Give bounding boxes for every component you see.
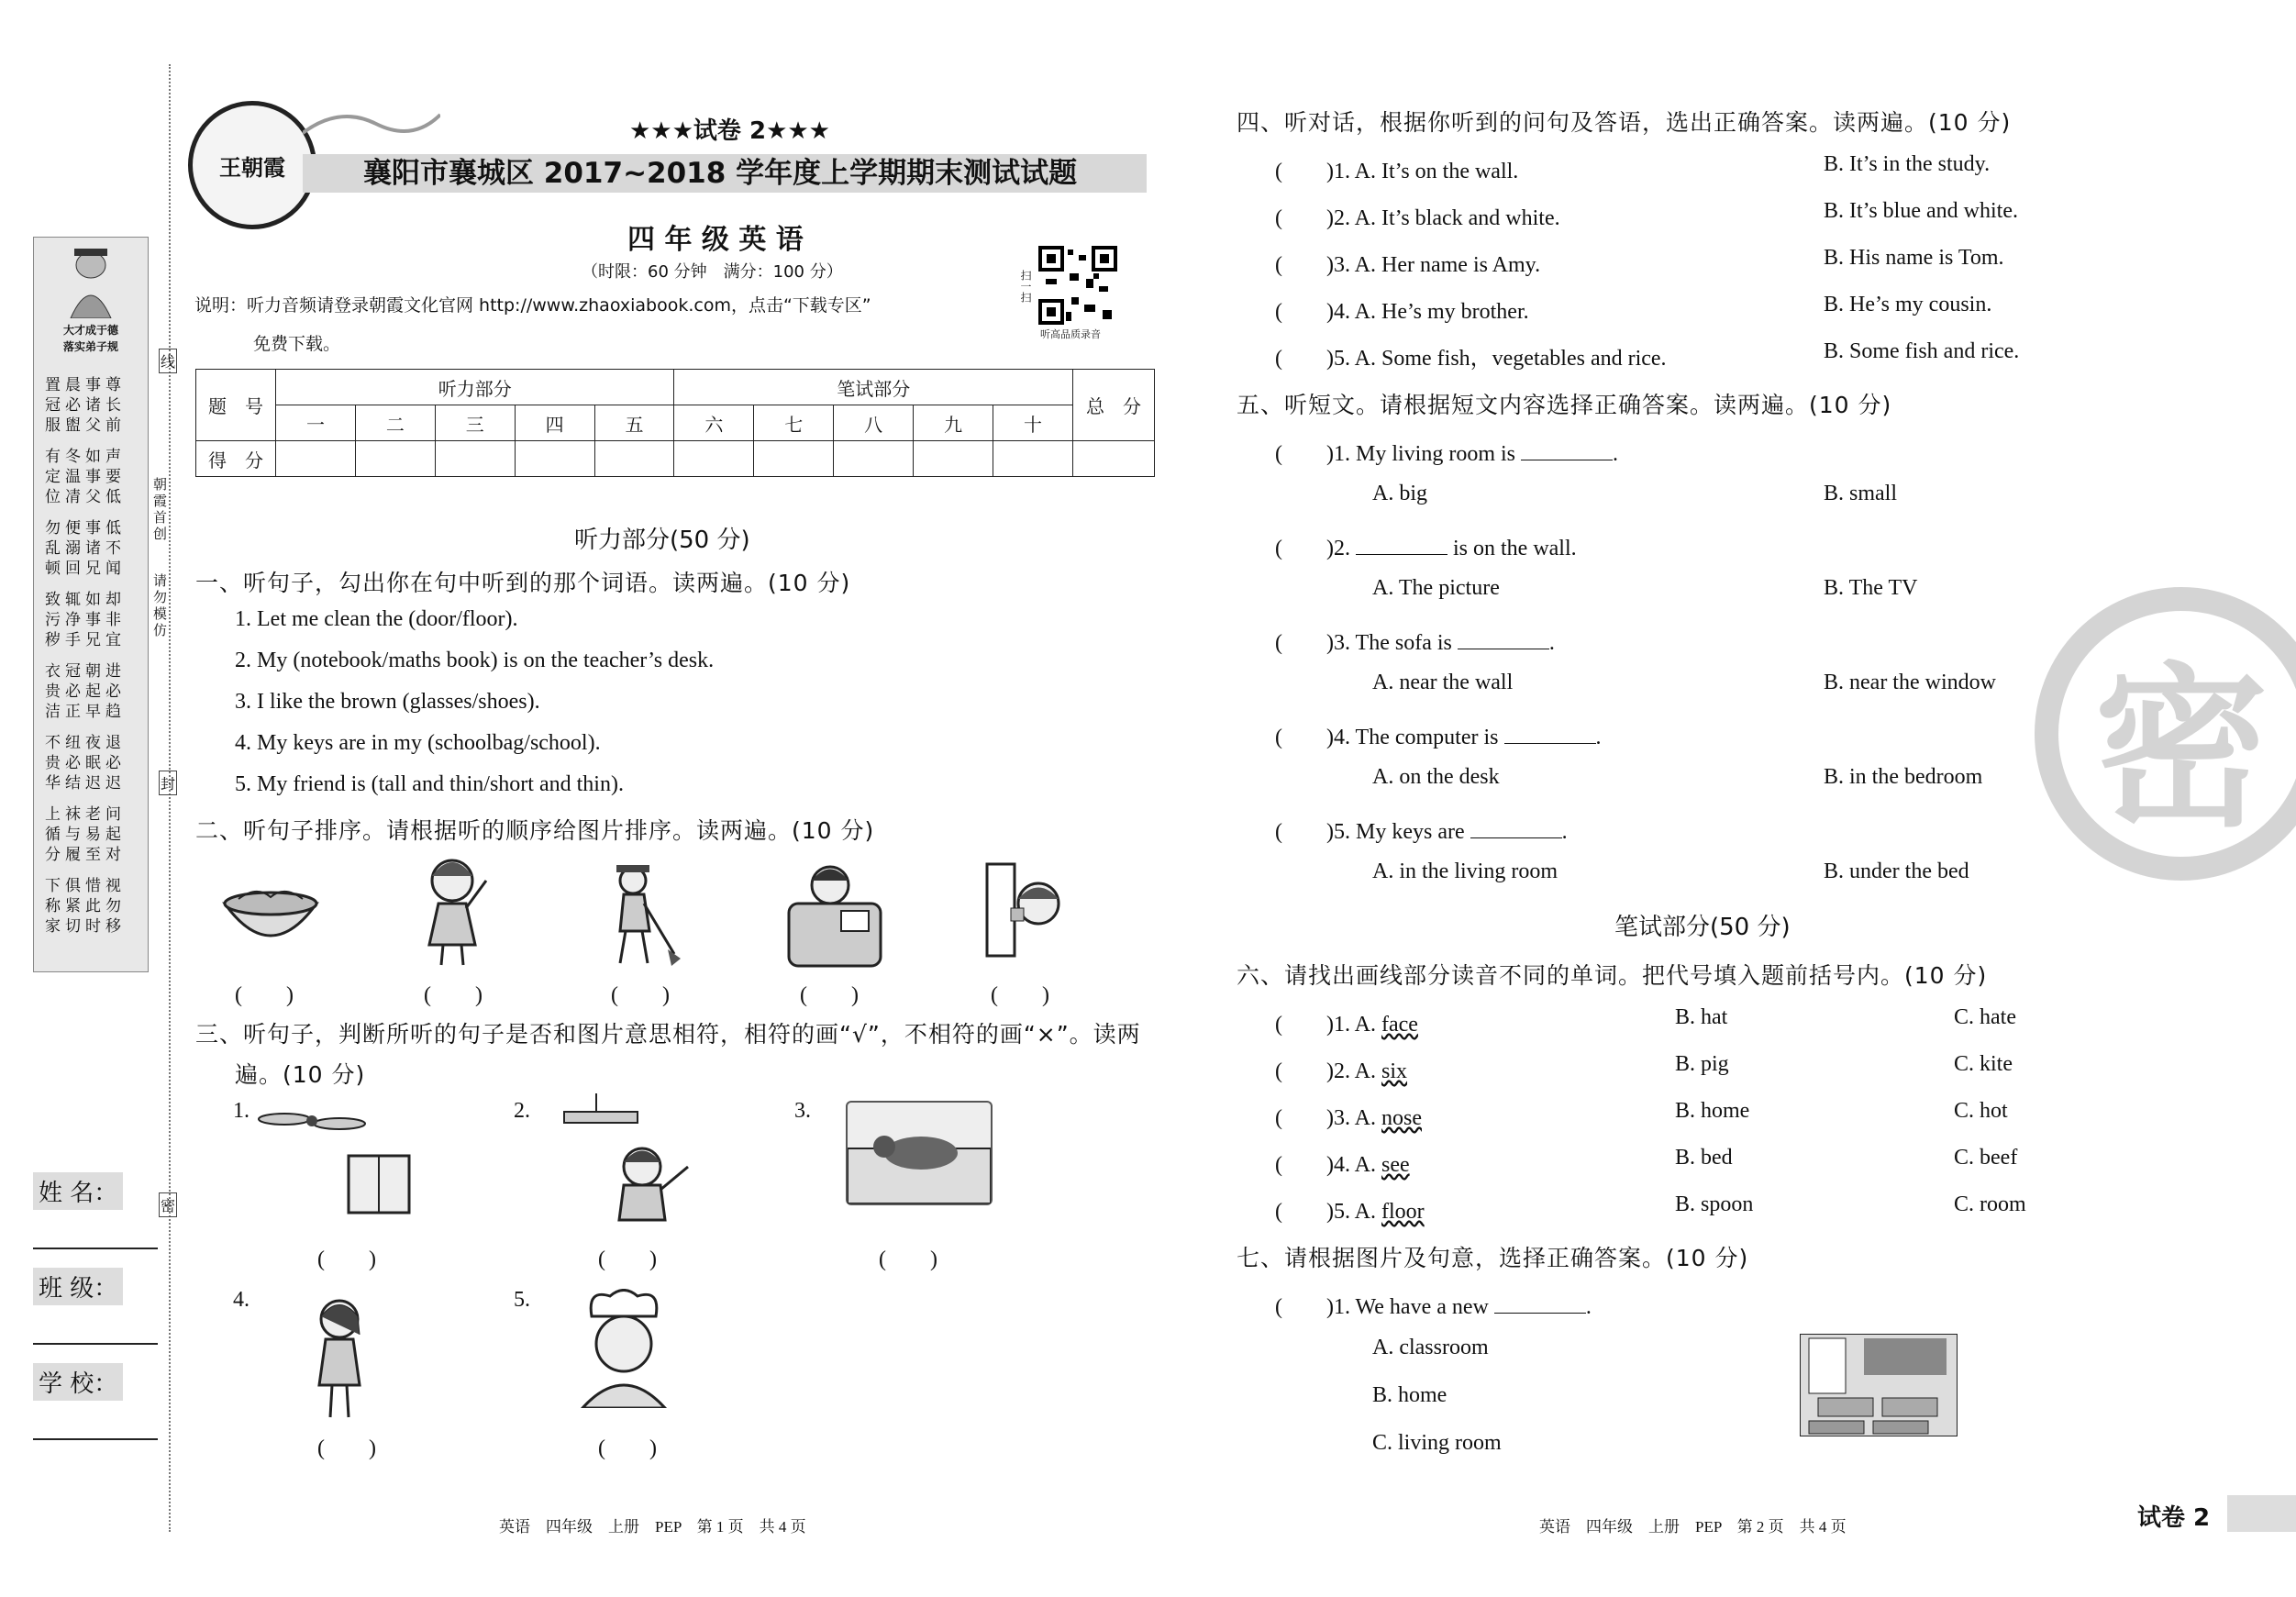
s4-option-b-1: B. It’s in the study. bbox=[1824, 152, 1991, 176]
s3-num-4: 4. bbox=[233, 1288, 250, 1312]
footer-right: 英语 四年级 上册 PEP 第 2 页 共 4 页 bbox=[1539, 1518, 1847, 1536]
s6-word-a: face bbox=[1381, 1013, 1418, 1037]
boy-digging-picture bbox=[587, 858, 688, 968]
num-cell: 五 bbox=[594, 405, 674, 441]
s7-option-a: A. classroom bbox=[1372, 1336, 1489, 1359]
s4-item-2: ( )2. A. It’s black and white. bbox=[1275, 206, 1560, 230]
s7-option-c: C. living room bbox=[1372, 1431, 1502, 1455]
s5-option-a-4: A. on the desk bbox=[1372, 765, 1500, 789]
s5-option-b-5: B. under the bed bbox=[1824, 859, 1969, 883]
audio-note-2: 免费下载。 bbox=[253, 334, 341, 354]
motto-1: 大才成于德 bbox=[62, 324, 118, 337]
s2-paren-1[interactable]: ( ) bbox=[235, 983, 294, 1007]
s6-option-b-3: B. home bbox=[1675, 1099, 1750, 1123]
verse-line: 华结迟迟 bbox=[45, 774, 126, 793]
s4-option-b-3: B. His name is Tom. bbox=[1824, 246, 2004, 270]
score-cell[interactable] bbox=[914, 441, 993, 477]
section-3-heading: 三、听句子，判断所听的句子是否和图片意思相符，相符的画“√”，不相符的画“×”。读两 bbox=[195, 1021, 1141, 1048]
brand-logo bbox=[188, 101, 316, 229]
s6-option-b-4: B. bed bbox=[1675, 1146, 1733, 1170]
verse-line: 分履至对 bbox=[45, 846, 126, 864]
name-field[interactable] bbox=[33, 1248, 158, 1249]
volume-label: ★★★试卷 2★★★ bbox=[629, 117, 830, 145]
school-label: 学 校： bbox=[33, 1363, 123, 1401]
s2-paren-5[interactable]: ( ) bbox=[991, 983, 1049, 1007]
s5-question-text: ( )3. The sofa is bbox=[1275, 631, 1458, 655]
verse-line: 不纽夜退 bbox=[45, 734, 126, 752]
s5-question-1 bbox=[1275, 435, 1618, 467]
section-3-heading-cont: 遍。(10 分) bbox=[235, 1061, 366, 1088]
s6-option-c-3: C. hot bbox=[1954, 1099, 2008, 1123]
verse-line: 乱溺诸不 bbox=[45, 539, 126, 558]
score-cell[interactable] bbox=[515, 441, 594, 477]
s4-item-3: ( )3. A. Her name is Amy. bbox=[1275, 253, 1541, 277]
logo-text: 王朝霞 bbox=[219, 154, 285, 181]
writing-title: 笔试部分(50 分) bbox=[1614, 914, 1791, 941]
s6-prefix: ( )4. A. bbox=[1275, 1153, 1381, 1177]
s5-question-end: . bbox=[1561, 820, 1568, 844]
listening-title: 听力部分(50 分) bbox=[574, 527, 750, 554]
answer-blank[interactable] bbox=[1521, 443, 1613, 460]
verse-line: 称紧此勿 bbox=[45, 897, 126, 915]
score-cell[interactable] bbox=[834, 441, 914, 477]
s6-word-a: nose bbox=[1381, 1106, 1422, 1130]
s5-option-b-1: B. small bbox=[1824, 482, 1898, 505]
s5-option-a-1: A. big bbox=[1372, 482, 1427, 505]
s7-question-end: . bbox=[1585, 1295, 1592, 1319]
verse-grid bbox=[45, 375, 140, 948]
s4-item-4: ( )4. A. He’s my brother. bbox=[1275, 300, 1529, 324]
score-cell[interactable] bbox=[594, 441, 674, 477]
verse-line: 冠必诸长 bbox=[45, 396, 126, 415]
verse-line: 致辄如却 bbox=[45, 591, 126, 609]
classroom-picture bbox=[1800, 1334, 1958, 1436]
answer-blank[interactable] bbox=[1458, 632, 1549, 649]
s7-option-b: B. home bbox=[1372, 1383, 1447, 1407]
motto-2: 落实弟子规 bbox=[62, 340, 118, 353]
girl-standing-picture bbox=[303, 1293, 376, 1422]
s7-question bbox=[1275, 1288, 1592, 1320]
verse-line: 家切时移 bbox=[45, 917, 126, 936]
s7-question-text: ( )1. We have a new bbox=[1275, 1295, 1494, 1319]
score-row-label: 得 分 bbox=[196, 441, 276, 477]
girl-waving-picture bbox=[411, 853, 494, 968]
exam-title: 襄阳市襄城区 2017~2018 学年度上学期期末测试试题 bbox=[363, 157, 1078, 190]
audio-note: 说明：听力音频请登录朝霞文化官网 http://www.zhaoxiabook.com，点击“下载专区” bbox=[194, 295, 871, 316]
score-cell[interactable] bbox=[355, 441, 435, 477]
s1-item-4: 4. My keys are in my (schoolbag/school). bbox=[235, 731, 601, 755]
s1-item-2: 2. My (notebook/maths book) is on the teacher’s desk. bbox=[235, 649, 715, 672]
s6-item-5 bbox=[1275, 1192, 1425, 1225]
num-cell: 三 bbox=[435, 405, 515, 441]
answer-blank[interactable] bbox=[1356, 538, 1447, 555]
qr-code[interactable] bbox=[1038, 246, 1117, 325]
s5-option-b-3: B. near the window bbox=[1824, 671, 1996, 694]
num-cell: 二 bbox=[355, 405, 435, 441]
score-table-header: 题 号 bbox=[196, 370, 276, 441]
class-field[interactable] bbox=[33, 1343, 158, 1345]
school-field[interactable] bbox=[33, 1438, 158, 1440]
num-cell: 六 bbox=[674, 405, 754, 441]
s5-option-a-3: A. near the wall bbox=[1372, 671, 1514, 694]
verse-line: 下俱惜视 bbox=[45, 877, 126, 895]
time-info: （时限：60 分钟 满分：100 分） bbox=[582, 262, 843, 282]
s6-item-1 bbox=[1275, 1005, 1418, 1037]
num-cell: 八 bbox=[834, 405, 914, 441]
s3-num-1: 1. bbox=[233, 1099, 250, 1123]
footer-badge-bar bbox=[2227, 1495, 2296, 1532]
s2-paren-2[interactable]: ( ) bbox=[424, 983, 482, 1007]
s6-prefix: ( )5. A. bbox=[1275, 1200, 1381, 1224]
s5-question-end: . bbox=[1595, 726, 1602, 749]
s3-paren-2[interactable]: ( ) bbox=[598, 1248, 657, 1271]
section-4-heading: 四、听对话，根据你听到的问句及答语，选出正确答案。读两遍。(10 分) bbox=[1237, 109, 2012, 136]
cut-mark-1: 线 bbox=[159, 349, 177, 373]
fan-window-picture bbox=[257, 1105, 422, 1215]
s3-paren-4[interactable]: ( ) bbox=[317, 1436, 376, 1460]
sidebar-verse-panel bbox=[33, 237, 149, 972]
score-cell[interactable] bbox=[435, 441, 515, 477]
section-5-heading: 五、听短文。请根据短文内容选择正确答案。读两遍。(10 分) bbox=[1237, 392, 1892, 418]
verse-line: 置晨事尊 bbox=[45, 376, 126, 394]
s3-paren-5[interactable]: ( ) bbox=[598, 1436, 657, 1460]
s6-item-3 bbox=[1275, 1099, 1422, 1131]
name-label: 姓 名： bbox=[33, 1172, 123, 1210]
s5-question-text: ( )1. My living room is bbox=[1275, 442, 1521, 466]
section-7-heading: 七、请根据图片及句意，选择正确答案。(10 分) bbox=[1237, 1245, 1749, 1271]
dog-on-bed-picture bbox=[846, 1101, 993, 1205]
s5-question-4 bbox=[1275, 718, 1602, 750]
section-6-heading: 六、请找出画线部分读音不同的单词。把代号填入题前括号内。(10 分) bbox=[1237, 962, 1988, 989]
s5-option-b-2: B. The TV bbox=[1824, 576, 1918, 600]
verse-line: 污净事非 bbox=[45, 611, 126, 629]
s6-item-2 bbox=[1275, 1052, 1407, 1084]
s6-option-c-2: C. kite bbox=[1954, 1052, 2013, 1076]
s5-question-2 bbox=[1275, 529, 1577, 561]
s5-question-3 bbox=[1275, 624, 1555, 656]
score-cell[interactable] bbox=[276, 441, 356, 477]
num-cell: 七 bbox=[754, 405, 834, 441]
subject-title: 四 年 级 英 语 bbox=[627, 224, 804, 256]
cut-mark-3: 密 bbox=[159, 1192, 177, 1217]
s6-word-a: six bbox=[1381, 1059, 1408, 1083]
cut-mark-2: 封 bbox=[159, 771, 177, 795]
section-1-heading: 一、听句子，勾出你在句中听到的那个词语。读两遍。(10 分) bbox=[195, 570, 851, 596]
s3-num-2: 2. bbox=[514, 1099, 530, 1123]
s6-word-a: floor bbox=[1381, 1200, 1425, 1224]
verse-line: 顿回兄闻 bbox=[45, 560, 126, 578]
s5-question-text: ( )4. The computer is bbox=[1275, 726, 1504, 749]
s5-question-text: ( )5. My keys are bbox=[1275, 820, 1470, 844]
footer-left: 英语 四年级 上册 PEP 第 1 页 共 4 页 bbox=[499, 1518, 806, 1536]
answer-blank[interactable] bbox=[1494, 1296, 1586, 1314]
man-reading-picture bbox=[784, 858, 885, 968]
scholar-figure bbox=[61, 245, 120, 318]
s1-item-5: 5. My friend is (tall and thin/short and thin). bbox=[235, 772, 624, 796]
s1-item-1: 1. Let me clean the (door/floor). bbox=[235, 607, 518, 631]
s5-question-end: is on the wall. bbox=[1447, 537, 1577, 560]
s4-option-b-5: B. Some fish and rice. bbox=[1824, 339, 2020, 363]
s2-paren-4[interactable]: ( ) bbox=[800, 983, 859, 1007]
s3-num-3: 3. bbox=[794, 1099, 811, 1123]
score-cell[interactable] bbox=[993, 441, 1073, 477]
light-boy-picture bbox=[560, 1093, 706, 1222]
s6-item-4 bbox=[1275, 1146, 1410, 1178]
qr-caption: 听高品质录音 bbox=[1040, 328, 1101, 340]
listening-header: 听力部分 bbox=[276, 370, 674, 405]
chef-picture bbox=[569, 1289, 679, 1408]
answer-blank[interactable] bbox=[1470, 821, 1562, 838]
verse-line: 服盥父前 bbox=[45, 416, 126, 435]
answer-blank[interactable] bbox=[1504, 726, 1596, 744]
num-cell: 九 bbox=[914, 405, 993, 441]
verse-line: 位凊父低 bbox=[45, 488, 126, 506]
s3-paren-1[interactable]: ( ) bbox=[317, 1248, 376, 1271]
verse-line: 有冬如声 bbox=[45, 448, 126, 466]
verse-line: 贵必起必 bbox=[45, 682, 126, 701]
s6-option-c-5: C. room bbox=[1954, 1192, 2026, 1216]
s6-option-b-2: B. pig bbox=[1675, 1052, 1729, 1076]
s6-option-b-5: B. spoon bbox=[1675, 1192, 1754, 1216]
s6-prefix: ( )2. A. bbox=[1275, 1059, 1381, 1083]
s6-option-b-1: B. hat bbox=[1675, 1005, 1728, 1029]
score-table bbox=[195, 369, 1155, 477]
verse-line: 洁正早趋 bbox=[45, 703, 126, 721]
s5-option-a-2: A. The picture bbox=[1372, 576, 1500, 600]
total-header: 总 分 bbox=[1073, 370, 1155, 441]
num-cell: 十 bbox=[993, 405, 1073, 441]
verse-line: 循与易起 bbox=[45, 826, 126, 844]
s5-question-5 bbox=[1275, 813, 1568, 845]
s1-item-3: 3. I like the brown (glasses/shoes). bbox=[235, 690, 540, 714]
s4-item-5: ( )5. A. Some fish，vegetables and rice. bbox=[1275, 347, 1667, 371]
qr-side-text: 扫一扫 bbox=[1019, 270, 1032, 303]
s6-option-c-1: C. hate bbox=[1954, 1005, 2016, 1029]
score-cell[interactable] bbox=[1073, 441, 1155, 477]
binding-note-1: 朝霞首创 bbox=[151, 477, 168, 543]
s5-option-b-4: B. in the bedroom bbox=[1824, 765, 1983, 789]
boy-cleaning-window-picture bbox=[985, 862, 1068, 963]
s4-item-1: ( )1. A. It’s on the wall. bbox=[1275, 160, 1519, 183]
s5-option-a-5: A. in the living room bbox=[1372, 859, 1558, 883]
verse-line: 秽手兄宜 bbox=[45, 631, 126, 649]
s6-option-c-4: C. beef bbox=[1954, 1146, 2018, 1170]
section-2-heading: 二、听句子排序。请根据听的顺序给图片排序。读两遍。(10 分) bbox=[195, 817, 875, 844]
s6-prefix: ( )3. A. bbox=[1275, 1106, 1381, 1130]
ribbon-decoration bbox=[303, 105, 440, 142]
s4-option-b-4: B. He’s my cousin. bbox=[1824, 293, 1992, 316]
s6-prefix: ( )1. A. bbox=[1275, 1013, 1381, 1037]
binding-dotted-line bbox=[169, 64, 171, 1532]
verse-line: 勿便事低 bbox=[45, 519, 126, 538]
writing-header: 笔试部分 bbox=[674, 370, 1073, 405]
score-cell[interactable] bbox=[674, 441, 754, 477]
stamp-text: 密 bbox=[2093, 647, 2268, 850]
s3-num-5: 5. bbox=[514, 1288, 530, 1312]
s3-paren-3[interactable]: ( ) bbox=[879, 1248, 937, 1271]
s2-paren-3[interactable]: ( ) bbox=[611, 983, 670, 1007]
s5-question-end: . bbox=[1613, 442, 1618, 466]
num-cell: 四 bbox=[515, 405, 594, 441]
s6-word-a: see bbox=[1381, 1153, 1410, 1177]
binding-note-2: 请勿模仿 bbox=[151, 573, 168, 639]
confidential-stamp bbox=[2035, 587, 2296, 881]
verse-line: 贵必眠必 bbox=[45, 754, 126, 772]
footer-badge: 试卷 2 bbox=[2137, 1504, 2211, 1532]
verse-line: 定温事要 bbox=[45, 468, 126, 486]
s4-option-b-2: B. It’s blue and white. bbox=[1824, 199, 2018, 223]
score-cell[interactable] bbox=[754, 441, 834, 477]
class-label: 班 级： bbox=[33, 1268, 123, 1305]
verse-line: 衣冠朝进 bbox=[45, 662, 126, 681]
num-cell: 一 bbox=[276, 405, 356, 441]
s5-question-text: ( )2. bbox=[1275, 537, 1356, 560]
noodle-bowl-picture bbox=[220, 881, 321, 954]
verse-line: 上袜老问 bbox=[45, 805, 126, 824]
s5-question-end: . bbox=[1548, 631, 1555, 655]
